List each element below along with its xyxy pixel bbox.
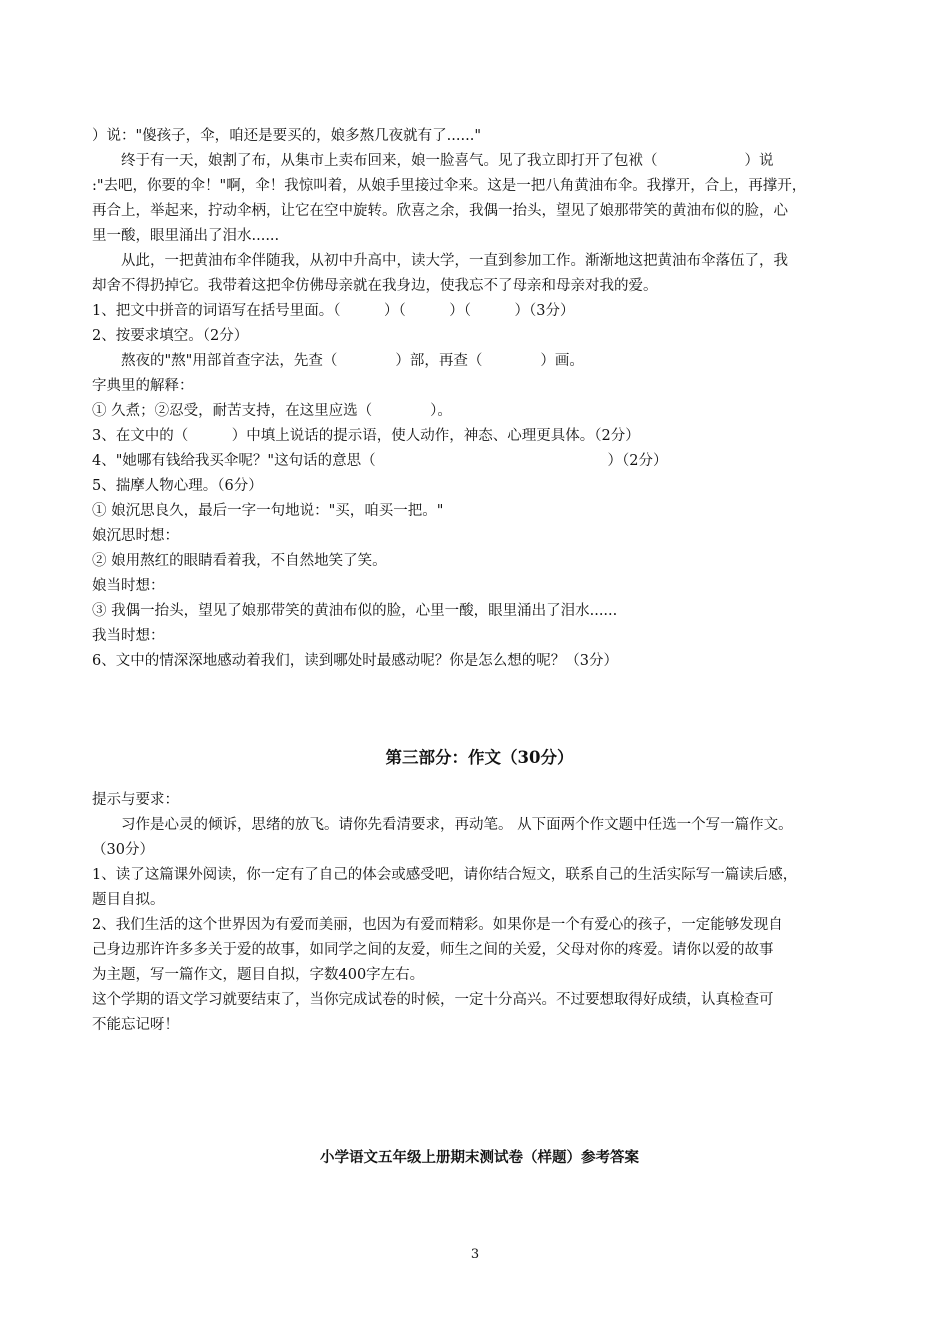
passage-line: 里一酸，眼里涌出了泪水...... [92, 228, 280, 244]
essay-topic-2: 为主题，写一篇作文，题目自拟，字数400字左右。 [92, 967, 425, 983]
question-5-prompt-3: 我当时想： [92, 628, 165, 644]
question-5: 5、揣摩人物心理。（6分） [92, 478, 263, 494]
passage-line: 再合上，举起来，拧动伞柄，让它在空中旋转。欣喜之余，我偶一抬头，望见了娘那带笑的黄油布似的脸，心 [92, 203, 788, 219]
passage-line: :"去吧，你要的伞！"啊，伞！我惊叫着，从娘手里接过伞来。这是一把八角黄油布伞。我撑开，合上，再撑开， [92, 178, 807, 194]
question-1: 1、把文中拼音的词语写在括号里面。（ ）（ ）（ ）（3分） [92, 303, 575, 319]
spacer [92, 772, 867, 788]
passage-line: 从此，一把黄油布伞伴随我，从初中升高中，读大学，一直到参加工作。渐渐地这把黄油布伞落伍了，我 [121, 253, 788, 269]
passage-line: 终于有一天，娘割了布，从集市上卖布回来，娘一脸喜气。见了我立即打开了包袱（ ）说 [121, 153, 774, 169]
question-2-part-a: 熬夜的"熬"用部首查字法，先查（ ）部，再查（ ）画。 [121, 353, 584, 369]
passage-line: 却舍不得扔掉它。我带着这把伞仿佛母亲就在我身边，使我忘不了母亲和母亲对我的爱。 [92, 278, 658, 294]
section-title: 第三部分：作文（30分） [385, 748, 574, 767]
question-6: 6、文中的情深深地感动着我们，读到哪处时最感动呢？你是怎么想的呢？（3分） [92, 653, 618, 669]
closing-note: 这个学期的语文学习就要结束了，当你完成试卷的时候，一定十分高兴。不过要想取得好成绩，认真检查可 [92, 992, 774, 1008]
answer-key-title: 小学语文五年级上册期末测试卷（样题）参考答案 [320, 1149, 639, 1166]
question-2-part-c: ① 久煮；②忍受，耐苦支持，在这里应选（ ）。 [92, 403, 452, 419]
question-5-item-3: ③ 我偶一抬头，望见了娘那带笑的黄油布似的脸，心里一酸，眼里涌出了泪水...... [92, 603, 618, 619]
question-5-prompt-1: 娘沉思时想： [92, 528, 179, 544]
question-5-item-1: ① 娘沉思良久，最后一字一句地说："买，咱买一把。" [92, 503, 444, 519]
essay-hint: 提示与要求： [92, 792, 179, 808]
essay-topic-1: 1、读了这篇课外阅读，你一定有了自己的体会或感受吧，请你结合短文，联系自己的生活实际写一篇读后感， [92, 867, 798, 883]
spacer [92, 674, 867, 744]
question-2-part-b: 字典里的解释： [92, 378, 194, 394]
essay-intro-score: （30分） [92, 842, 154, 858]
closing-note: 不能忘记呀！ [92, 1017, 179, 1033]
essay-topic-1: 题目自拟。 [92, 892, 165, 908]
page-content [92, 124, 867, 1170]
question-4: 4、"她哪有钱给我买伞呢？"这句话的意思（ ）（2分） [92, 453, 668, 469]
essay-intro: 习作是心灵的倾诉，思绪的放飞。请你先看清要求，再动笔。 从下面两个作文题中任选一个写一篇作文。 [121, 817, 793, 833]
question-2: 2、按要求填空。（2分） [92, 328, 249, 344]
essay-topic-2: 2、我们生活的这个世界因为有爱而美丽，也因为有爱而精彩。如果你是一个有爱心的孩子，一定能够发现自 [92, 917, 783, 933]
question-5-item-2: ② 娘用熬红的眼睛看着我，不自然地笑了笑。 [92, 553, 387, 569]
spacer [92, 1038, 867, 1145]
page-number: 3 [470, 1247, 480, 1262]
question-3: 3、在文中的（ ）中填上说话的提示语，使人动作，神态、心理更具体。（2分） [92, 428, 640, 444]
question-5-prompt-2: 娘当时想： [92, 578, 165, 594]
essay-topic-2: 己身边那许许多多关于爱的故事，如同学之间的友爱，师生之间的关爱，父母对你的疼爱。请你以爱的故事 [92, 942, 774, 958]
passage-line: ）说："傻孩子，伞，咱还是要买的，娘多熬几夜就有了......" [92, 128, 481, 144]
